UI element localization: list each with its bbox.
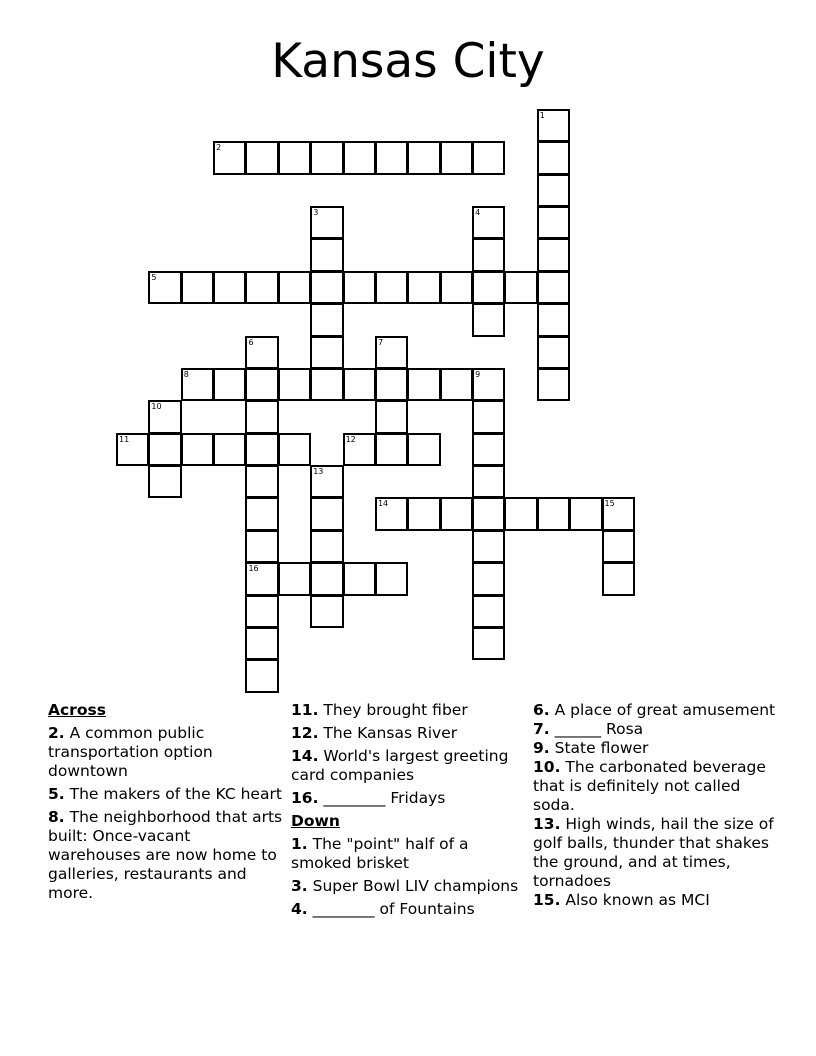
grid-cell[interactable] bbox=[148, 400, 181, 433]
grid-cell[interactable] bbox=[375, 368, 408, 401]
clue-down-13: 13. High winds, hail the size of golf balls, thunder that shakes the ground, and at times, tornadoes bbox=[533, 815, 774, 890]
grid-cell[interactable] bbox=[537, 497, 570, 530]
clue-number: 9 bbox=[475, 369, 481, 379]
grid-cell[interactable] bbox=[602, 562, 635, 595]
grid-cell[interactable] bbox=[310, 141, 343, 174]
clue-number: 1 bbox=[539, 111, 545, 120]
clue-down-10: 10. The carbonated beverage that is definitely not called soda. bbox=[533, 758, 766, 814]
grid-cell[interactable] bbox=[148, 433, 181, 466]
grid-cell[interactable] bbox=[343, 562, 376, 595]
clues-column-2 bbox=[291, 701, 526, 923]
clue-across-12: 12. The Kansas River bbox=[291, 724, 458, 742]
grid-cell[interactable] bbox=[278, 562, 311, 595]
grid-cell[interactable] bbox=[537, 174, 570, 207]
clue-down-7: 7. ______ Rosa bbox=[533, 720, 644, 738]
grid-cell[interactable] bbox=[310, 562, 343, 595]
grid-cell[interactable] bbox=[245, 336, 278, 369]
grid-cell[interactable] bbox=[407, 497, 440, 530]
grid-cell[interactable] bbox=[440, 141, 473, 174]
grid-cell[interactable] bbox=[375, 141, 408, 174]
grid-cell[interactable] bbox=[181, 368, 214, 401]
grid-cell[interactable] bbox=[472, 627, 505, 660]
grid-cell[interactable] bbox=[310, 271, 343, 304]
grid-cell[interactable] bbox=[407, 141, 440, 174]
grid-cell[interactable] bbox=[310, 336, 343, 369]
grid-cell[interactable] bbox=[537, 238, 570, 271]
grid-cell[interactable] bbox=[407, 433, 440, 466]
clue-number: 10 bbox=[151, 402, 162, 412]
grid-cell[interactable] bbox=[537, 271, 570, 304]
grid-cell[interactable] bbox=[472, 433, 505, 466]
grid-cell[interactable] bbox=[245, 562, 278, 595]
grid-cell[interactable] bbox=[440, 271, 473, 304]
grid-cell[interactable] bbox=[537, 336, 570, 369]
clue-across-8: 8. The neighborhood that arts built: Once-vacant warehouses are now home to galleries, restaurants and more. bbox=[48, 808, 283, 902]
grid-cell[interactable] bbox=[537, 206, 570, 239]
grid-cell[interactable] bbox=[245, 530, 278, 563]
grid-cell[interactable] bbox=[343, 141, 376, 174]
clue-across-11: 11. They brought fiber bbox=[291, 701, 468, 719]
grid-cell[interactable] bbox=[504, 497, 537, 530]
grid-cell[interactable] bbox=[375, 271, 408, 304]
grid-cell[interactable] bbox=[472, 206, 505, 239]
grid-cell[interactable] bbox=[504, 271, 537, 304]
clue-down-4: 4. ________ of Fountains bbox=[291, 900, 475, 918]
clue-number: 8 bbox=[183, 369, 189, 379]
grid-cell[interactable] bbox=[148, 465, 181, 498]
grid-cell[interactable] bbox=[472, 400, 505, 433]
grid-cell[interactable] bbox=[148, 271, 181, 304]
grid-cell[interactable] bbox=[537, 109, 570, 142]
puzzle-title: Kansas City bbox=[271, 34, 545, 89]
grid-cell[interactable] bbox=[116, 433, 149, 466]
grid-cell[interactable] bbox=[278, 141, 311, 174]
clue-number: 6 bbox=[248, 337, 254, 347]
clue-down-3: 3. Super Bowl LIV champions bbox=[291, 877, 519, 895]
clue-across-14: 14. World's largest greeting card companies bbox=[291, 747, 509, 784]
clue-down-6: 6. A place of great amusement bbox=[533, 701, 776, 719]
grid-cell[interactable] bbox=[537, 303, 570, 336]
grid-cell[interactable] bbox=[472, 595, 505, 628]
clue-across-2: 2. A common public transportation option downtown bbox=[48, 724, 213, 780]
clue-number: 7 bbox=[377, 337, 384, 347]
grid-cell[interactable] bbox=[310, 530, 343, 563]
grid-cell[interactable] bbox=[537, 141, 570, 174]
grid-cell[interactable] bbox=[472, 303, 505, 336]
clue-across-5: 5. The makers of the KC heart bbox=[48, 785, 282, 803]
grid-cell[interactable] bbox=[472, 562, 505, 595]
grid-cell[interactable] bbox=[375, 433, 408, 466]
grid-cell[interactable] bbox=[278, 271, 311, 304]
clue-number: 4 bbox=[475, 208, 481, 218]
grid-cell[interactable] bbox=[310, 303, 343, 336]
grid-cell[interactable] bbox=[472, 271, 505, 304]
clue-number: 11 bbox=[119, 434, 130, 444]
grid-cell[interactable] bbox=[472, 465, 505, 498]
clues-column-3 bbox=[533, 701, 778, 910]
grid-cell[interactable] bbox=[375, 497, 408, 530]
grid-cell[interactable] bbox=[375, 562, 408, 595]
grid-cell[interactable] bbox=[245, 141, 278, 174]
grid-cell[interactable] bbox=[245, 271, 278, 304]
grid-cell[interactable] bbox=[472, 530, 505, 563]
grid-cell[interactable] bbox=[245, 659, 278, 692]
clue-down-9: 9. State flower bbox=[533, 739, 649, 757]
grid-cell[interactable] bbox=[213, 368, 246, 401]
grid-cell[interactable] bbox=[181, 271, 214, 304]
grid-cell[interactable] bbox=[472, 141, 505, 174]
clue-number: 16 bbox=[248, 564, 259, 574]
across-heading: Across bbox=[48, 701, 106, 719]
grid-cell[interactable] bbox=[245, 433, 278, 466]
clue-number: 2 bbox=[216, 143, 222, 153]
grid-cell[interactable] bbox=[375, 400, 408, 433]
grid-cell[interactable] bbox=[310, 465, 343, 498]
grid-cell[interactable] bbox=[245, 595, 278, 628]
clue-across-16: 16. ________ Fridays bbox=[291, 789, 446, 807]
grid-cell[interactable] bbox=[245, 627, 278, 660]
clue-down-1: 1. The "point" half of a smoked brisket bbox=[291, 835, 469, 872]
grid-cell[interactable] bbox=[310, 595, 343, 628]
grid-cell[interactable] bbox=[245, 465, 278, 498]
grid-cell[interactable] bbox=[213, 433, 246, 466]
grid-cell[interactable] bbox=[245, 400, 278, 433]
grid-cell[interactable] bbox=[310, 238, 343, 271]
grid-cell[interactable] bbox=[343, 433, 376, 466]
grid-cell[interactable] bbox=[472, 238, 505, 271]
clue-number: 14 bbox=[377, 499, 389, 509]
grid-cell[interactable] bbox=[310, 497, 343, 530]
grid-cell[interactable] bbox=[278, 368, 311, 401]
grid-cell[interactable] bbox=[213, 271, 246, 304]
grid-cell[interactable] bbox=[472, 368, 505, 401]
grid-cell[interactable] bbox=[343, 271, 376, 304]
grid-cell[interactable] bbox=[472, 497, 505, 530]
clues-column-1 bbox=[48, 701, 283, 907]
grid-cell[interactable] bbox=[213, 141, 246, 174]
grid-cell[interactable] bbox=[310, 206, 343, 239]
grid-cell[interactable] bbox=[278, 433, 311, 466]
clue-number: 15 bbox=[604, 499, 615, 509]
clue-number: 5 bbox=[151, 272, 157, 282]
grid-cell[interactable] bbox=[440, 497, 473, 530]
grid-cell[interactable] bbox=[245, 497, 278, 530]
grid-cell[interactable] bbox=[375, 336, 408, 369]
grid-cell[interactable] bbox=[343, 368, 376, 401]
grid-cell[interactable] bbox=[407, 368, 440, 401]
grid-cell[interactable] bbox=[602, 497, 635, 530]
clue-number: 12 bbox=[345, 434, 356, 444]
clue-number: 13 bbox=[313, 467, 324, 477]
clue-down-15: 15. Also known as MCI bbox=[533, 891, 710, 909]
grid-cell[interactable] bbox=[181, 433, 214, 466]
clue-number: 3 bbox=[313, 208, 319, 218]
grid-cell[interactable] bbox=[569, 497, 602, 530]
grid-cell[interactable] bbox=[537, 368, 570, 401]
grid-cell[interactable] bbox=[310, 368, 343, 401]
grid-cell[interactable] bbox=[602, 530, 635, 563]
grid-cell[interactable] bbox=[440, 368, 473, 401]
grid-cell[interactable] bbox=[407, 271, 440, 304]
grid-cell[interactable] bbox=[245, 368, 278, 401]
down-heading: Down bbox=[291, 812, 340, 830]
